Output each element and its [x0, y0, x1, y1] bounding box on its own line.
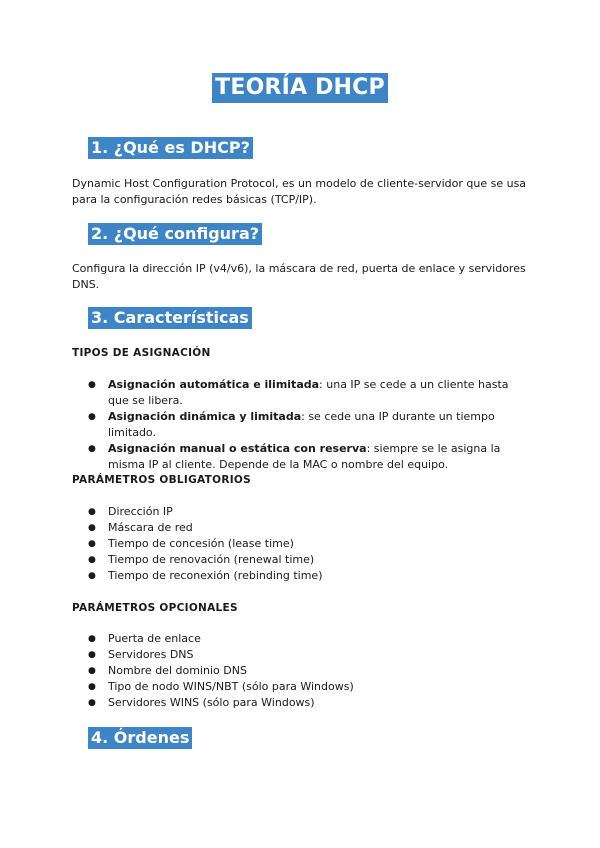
list-item [72, 536, 532, 552]
heading-que-es-dhcp: 1. ¿Qué es DHCP? [88, 137, 253, 159]
paragraph-que-es-dhcp: Dynamic Host Configuration Protocol, es un modelo de cliente-servidor que se usa para la configuración redes básicas (TCP/IP). [72, 177, 527, 206]
paragraph-que-configura: Configura la dirección IP (v4/v6), la máscara de red, puerta de enlace y servidores DNS. [72, 262, 526, 291]
list-item [72, 679, 532, 695]
list-item [72, 520, 532, 536]
list-item [72, 663, 532, 679]
bullet-icon: ● [88, 523, 96, 533]
heading-ordenes: 4. Órdenes [88, 727, 192, 749]
list-parametros-opcionales [72, 631, 532, 711]
bullet-icon: ● [88, 555, 96, 565]
list-item [72, 409, 532, 441]
list-item-text: Tipo de nodo WINS/NBT (sólo para Windows) [108, 680, 354, 693]
bullet-icon: ● [88, 507, 96, 517]
heading-caracteristicas: 3. Características [88, 307, 252, 329]
list-item-text: : se cede una IP durante un tiempo limitado. [108, 410, 495, 439]
list-item-text: : una IP se cede a un cliente hasta que se libera. [108, 378, 509, 407]
list-item-bold: Asignación automática e ilimitada [108, 378, 320, 391]
list-item-text: Dirección IP [108, 505, 173, 518]
list-item [72, 504, 532, 520]
list-tipos-asignacion [72, 377, 532, 473]
bullet-icon: ● [88, 682, 96, 692]
bullet-icon: ● [88, 571, 96, 581]
subheading-tipos-asignacion: TIPOS DE ASIGNACIÓN [72, 347, 211, 359]
list-item-text: Puerta de enlace [108, 632, 201, 645]
list-item-text: Nombre del dominio DNS [108, 664, 247, 677]
bullet-icon: ● [88, 634, 96, 644]
bullet-icon: ● [88, 380, 96, 390]
heading-que-configura: 2. ¿Qué configura? [88, 223, 262, 245]
list-item [72, 695, 532, 711]
page-title: TEORÍA DHCP [212, 73, 388, 103]
bullet-icon: ● [88, 650, 96, 660]
list-item [72, 631, 532, 647]
list-item-text: : siempre se le asigna la misma IP al cliente. Depende de la MAC o nombre del equipo. [108, 442, 501, 471]
list-item-text: Tiempo de renovación (renewal time) [108, 553, 315, 566]
bullet-icon: ● [88, 698, 96, 708]
title-wrap [0, 73, 600, 103]
bullet-icon: ● [88, 666, 96, 676]
list-item-text: Tiempo de concesión (lease time) [108, 537, 294, 550]
list-item-text: Tiempo de reconexión (rebinding time) [108, 569, 323, 582]
list-item-bold: Asignación dinámica y limitada [108, 410, 302, 423]
list-item [72, 647, 532, 663]
bullet-icon: ● [88, 539, 96, 549]
list-parametros-obligatorios [72, 504, 532, 584]
list-item-text: Servidores WINS (sólo para Windows) [108, 696, 315, 709]
list-item [72, 441, 532, 473]
list-item [72, 377, 532, 409]
list-item-text: Servidores DNS [108, 648, 194, 661]
subheading-parametros-opcionales: PARÁMETROS OPCIONALES [72, 602, 238, 614]
list-item-bold: Asignación manual o estática con reserva [108, 442, 367, 455]
bullet-icon: ● [88, 412, 96, 422]
list-item [72, 568, 532, 584]
subheading-parametros-obligatorios: PARÁMETROS OBLIGATORIOS [72, 474, 252, 486]
bullet-icon: ● [88, 444, 96, 454]
list-item [72, 552, 532, 568]
list-item-text: Máscara de red [108, 521, 193, 534]
